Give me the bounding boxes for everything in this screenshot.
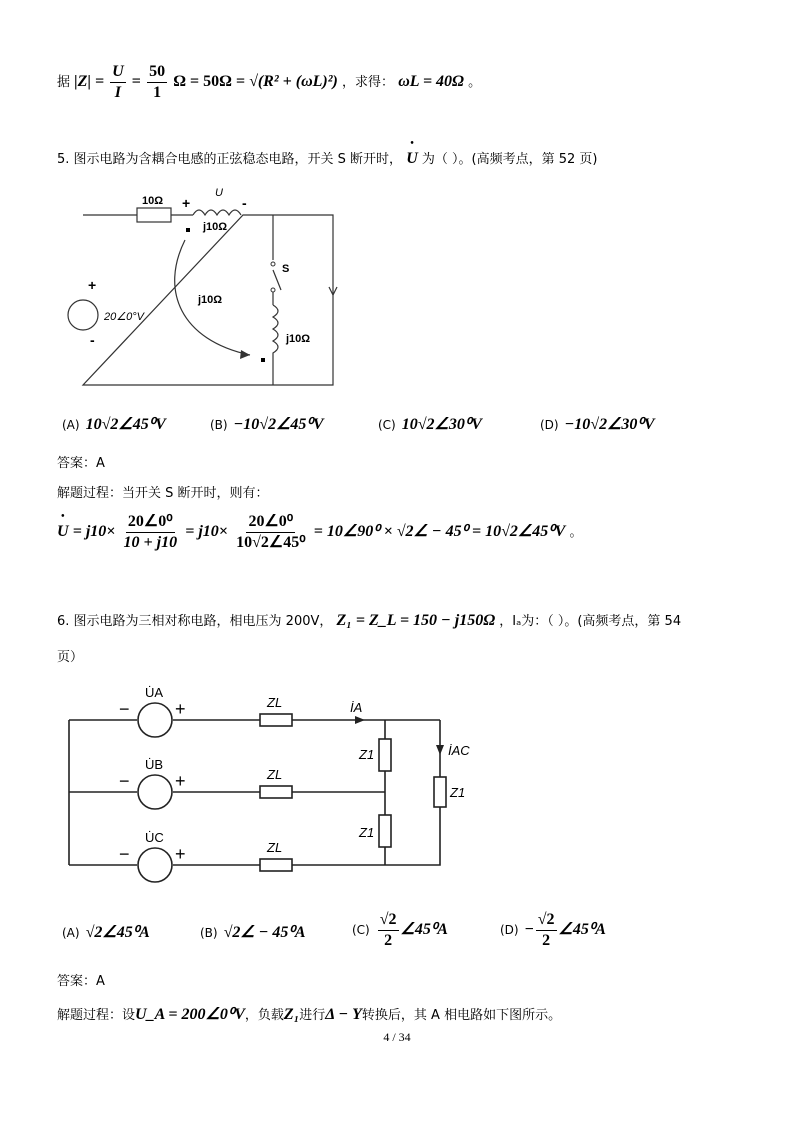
resistor-label: 10Ω (142, 195, 164, 207)
minus-sign: - (90, 332, 95, 348)
minus-sign: − (119, 844, 130, 864)
fraction (147, 62, 167, 103)
text: 解题过程：设 (57, 1008, 136, 1023)
option-a[interactable] (62, 414, 166, 434)
numerator: 50 (147, 62, 167, 83)
option-label: (B) (210, 418, 228, 432)
formula: • U (57, 523, 69, 541)
text: 。 (569, 525, 583, 540)
impedance-label: Z1 (359, 825, 375, 840)
question-6 (57, 610, 681, 630)
source-label: U̇C (145, 830, 164, 845)
numerator: 20∠0⁰ (126, 512, 175, 533)
option-value: −10√2∠30⁰V (564, 416, 655, 433)
fraction (378, 910, 399, 951)
option-a[interactable] (62, 922, 150, 942)
text: 进行 (299, 1008, 326, 1023)
option-value: −10√2∠45⁰V (233, 416, 324, 433)
fraction (536, 910, 557, 951)
question-text: ，Iₐ为：（ ）。(高频考点，第 54 (499, 614, 682, 629)
question-5 (57, 148, 598, 168)
impedance-label: Z1 (359, 747, 375, 762)
current-label: İAC (448, 743, 470, 758)
formula: √(R² + (ωL)²) (249, 73, 338, 90)
solution-intro-q6 (57, 1004, 561, 1024)
text: 转换后，其 A 相电路如下图所示。 (361, 1008, 562, 1023)
plus-sign: + (175, 699, 186, 719)
formula: = 10∠90⁰ × √2∠ − 45⁰ = 10√2∠45⁰V (313, 523, 566, 540)
option-value: ∠45⁰A (400, 921, 448, 938)
question-text: 6. 图示电路为三相对称电路，相电压为 200V， (57, 614, 333, 629)
current-label: İA (350, 700, 363, 715)
sign: − (524, 921, 534, 938)
option-value: 10√2∠45⁰V (85, 416, 166, 433)
denominator: 10 + j10 (123, 534, 178, 551)
page-number: 4 / 34 (383, 1030, 411, 1044)
mutual-inductance-label: j10Ω (198, 294, 223, 306)
formula: |Z| = (74, 73, 109, 90)
text: 。 (468, 75, 482, 90)
option-b[interactable] (210, 414, 324, 434)
option-label: (D) (540, 418, 559, 432)
text: 据 (57, 75, 71, 90)
formula: Ω = 50Ω = (173, 73, 250, 90)
option-value: √2∠45⁰A (85, 924, 150, 941)
impedance-label: ZL (267, 695, 283, 710)
option-label: (C) (352, 923, 370, 937)
fraction (110, 62, 126, 103)
impedance-formula-line: 据 |Z| = $\frac{U}{I}$ = $\frac{50}{1}$ Ω = 50Ω = √(R² + (ωL)²) ，求得： ωL = 40Ω 。 (57, 63, 482, 101)
formula: Z₁ = Z_L = 150 − j150Ω (336, 612, 496, 629)
option-value: ∠45⁰A (558, 921, 606, 938)
impedance-label: Z1 (450, 785, 466, 800)
text: ，负载 (244, 1008, 284, 1023)
option-label: (C) (378, 418, 396, 432)
solution-intro-q5: 解题过程：当开关 S 断开时，则有： (57, 486, 269, 501)
question-text: 为（ ）。(高频考点，第 52 页) (421, 152, 598, 167)
circuit-diagram-q6 (55, 675, 485, 900)
voltage-label: U (215, 187, 223, 199)
answer-q5: 答案：A (57, 456, 105, 471)
formula: Z₁ (283, 1006, 300, 1023)
option-value: √2∠ − 45⁰A (223, 924, 306, 941)
numerator: √2 (378, 910, 399, 931)
option-value: 10√2∠30⁰V (401, 416, 482, 433)
fraction (234, 512, 308, 553)
inductor-label: j10Ω (203, 221, 228, 233)
option-label: (A) (62, 926, 80, 940)
plus-sign: + (175, 844, 186, 864)
denominator: I (114, 84, 121, 101)
option-label: (D) (500, 923, 519, 937)
option-c[interactable] (352, 910, 448, 951)
numerator: √2 (536, 910, 557, 931)
numerator: U (110, 62, 126, 83)
answer-q6: 答案：A (57, 974, 105, 989)
option-c[interactable] (378, 414, 482, 434)
option-label: (B) (200, 926, 218, 940)
formula: Δ − Y (325, 1006, 362, 1023)
option-d[interactable] (500, 910, 606, 951)
text: ，求得： (342, 75, 395, 90)
solution-formula-q5 (57, 512, 582, 553)
formula: U_A = 200∠0⁰V (135, 1006, 245, 1023)
inductor-label: j10Ω (286, 333, 311, 345)
question-text: 5. 图示电路为含耦合电感的正弦稳态电路，开关 S 断开时， (57, 152, 403, 167)
plus-sign: + (175, 771, 186, 791)
option-b[interactable] (200, 922, 306, 942)
source-label: 20∠0°V (104, 311, 144, 323)
plus-sign: + (88, 277, 97, 293)
formula: ωL = 40Ω (398, 73, 464, 90)
denominator: 2 (384, 932, 393, 949)
source-label: U̇A (145, 685, 164, 700)
minus-sign: − (119, 699, 130, 719)
formula: = j10× (72, 523, 116, 540)
denominator: 2 (542, 932, 551, 949)
denominator: 10√2∠45⁰ (236, 534, 306, 551)
circuit-diagram-q5 (60, 180, 360, 395)
option-d[interactable] (540, 414, 655, 434)
option-label: (A) (62, 418, 80, 432)
minus-sign: - (242, 195, 247, 211)
impedance-label: ZL (267, 840, 283, 855)
denominator: 1 (153, 84, 162, 101)
switch-label: S (282, 263, 290, 275)
fraction (122, 512, 180, 553)
plus-sign: + (182, 195, 191, 211)
formula: = j10× (185, 523, 228, 540)
formula: • U (406, 150, 418, 168)
question-6-cont: 页） (57, 650, 84, 665)
impedance-label: ZL (267, 767, 283, 782)
minus-sign: − (119, 771, 130, 791)
source-label: U̇B (145, 757, 164, 772)
numerator: 20∠0⁰ (246, 512, 295, 533)
